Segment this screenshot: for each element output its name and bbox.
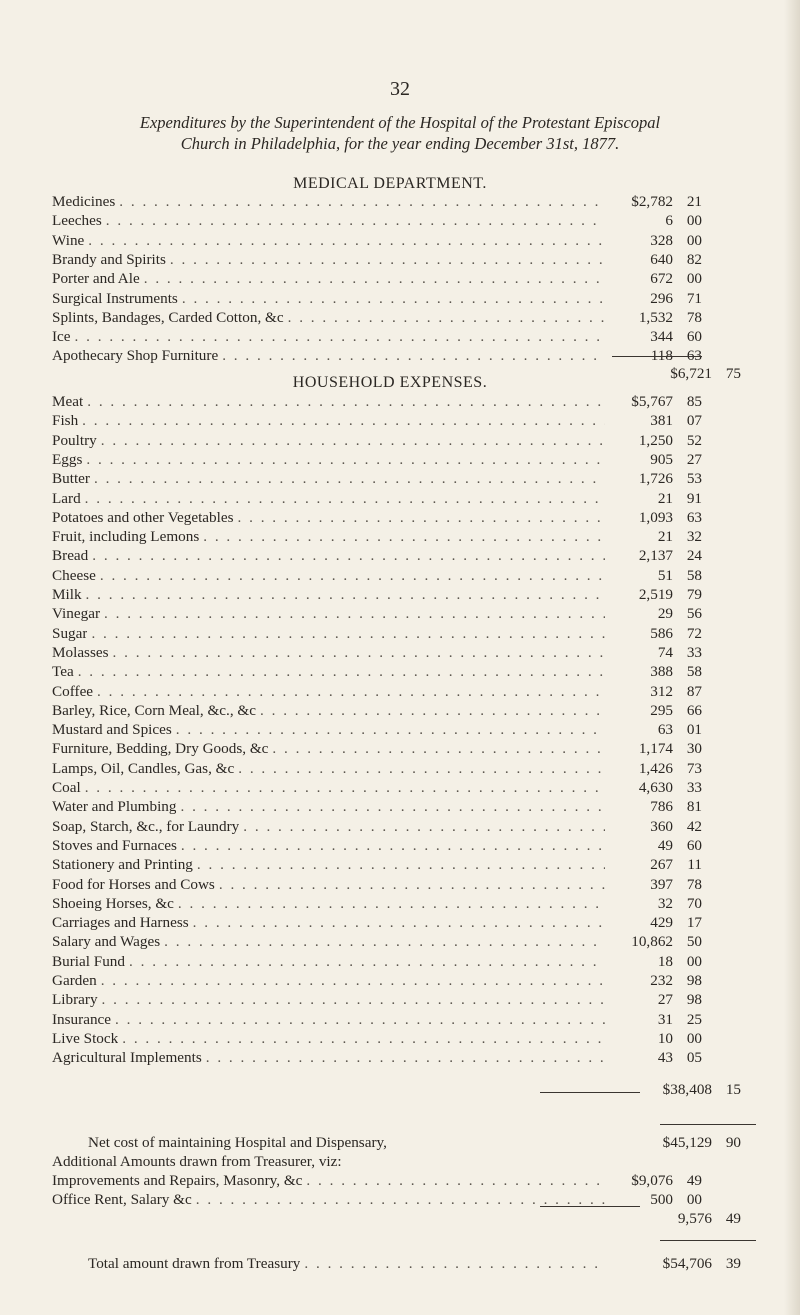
household-item-dollars: 31 (657, 1010, 673, 1028)
household-item-label: Insurance (52, 1010, 112, 1028)
leader-dots (180, 797, 605, 816)
medical-item-cents: 00 (686, 212, 702, 230)
household-total-dollars: $38,408 (662, 1081, 712, 1098)
medical-item-row (52, 192, 706, 211)
additional-item-cents: 00 (686, 1191, 702, 1209)
household-item-row (52, 469, 706, 488)
heading-line-2: Church in Philadelphia, for the year ending December 31st, 1877. (180, 134, 620, 153)
leader-dots (193, 913, 605, 932)
household-item-dollars: 43 (657, 1049, 673, 1067)
household-item-label: Garden (52, 972, 97, 989)
leader-dots (243, 817, 605, 836)
household-total-rule (540, 1092, 640, 1093)
leader-dots (206, 1048, 605, 1067)
household-item-cents: 73 (686, 759, 702, 777)
household-item-row (52, 701, 706, 720)
leader-dots (88, 231, 605, 250)
leader-dots (85, 778, 605, 797)
net-cost-top-rule (660, 1124, 756, 1125)
leader-dots (87, 392, 605, 411)
household-item-cents: 66 (686, 701, 702, 719)
medical-item-row (52, 308, 706, 327)
medical-item-label: Medicines (52, 193, 116, 210)
household-item-label: Agricultural Implements (52, 1049, 202, 1067)
household-item-label: Meat (52, 393, 84, 410)
leader-dots (260, 701, 605, 720)
household-item-row (52, 643, 706, 662)
household-item-label: Food for Horses and Cows (52, 875, 215, 893)
medical-item-row (52, 250, 706, 269)
household-item-row (52, 875, 706, 894)
household-item-cents: 07 (686, 412, 702, 430)
household-item-row (52, 720, 706, 739)
medical-item-dollars: 672 (650, 270, 673, 288)
household-item-label: Poultry (52, 431, 97, 449)
household-item-dollars: 32 (657, 894, 673, 912)
household-item-cents: 81 (686, 798, 702, 816)
medical-item-dollars: $2,782 (631, 193, 673, 210)
household-item-cents: 56 (686, 605, 702, 623)
leader-dots (222, 346, 605, 365)
grand-total-cents: 39 (725, 1255, 741, 1272)
medical-item-label: Wine (52, 231, 85, 249)
household-item-label: Furniture, Bedding, Dry Goods, &c (52, 740, 269, 758)
household-item-dollars: $5,767 (631, 393, 673, 410)
household-item-dollars: 49 (657, 836, 673, 854)
household-item-cents: 85 (686, 393, 702, 410)
medical-item-row (52, 269, 706, 288)
household-item-dollars: 51 (657, 566, 673, 584)
leader-dots (304, 1254, 604, 1273)
leader-dots (75, 327, 605, 346)
leader-dots (122, 1029, 605, 1048)
grand-total-dollars: $54,706 (662, 1255, 712, 1272)
household-item-row (52, 1010, 706, 1029)
household-item-label: Library (52, 991, 98, 1009)
grand-total-label: Total amount drawn from Treasury (88, 1255, 301, 1272)
leader-dots (86, 585, 605, 604)
household-item-dollars: 360 (650, 817, 673, 835)
household-item-cents: 33 (686, 643, 702, 661)
household-item-cents: 01 (686, 721, 702, 739)
leader-dots (219, 875, 605, 894)
leader-dots (288, 308, 605, 327)
leader-dots (104, 604, 605, 623)
household-item-row (52, 894, 706, 913)
household-item-dollars: 312 (650, 682, 673, 700)
leader-dots (129, 952, 605, 971)
household-item-dollars: 27 (657, 991, 673, 1009)
household-item-row (52, 952, 706, 971)
additional-item-dollars: 500 (650, 1191, 673, 1209)
medical-item-cents: 21 (686, 193, 702, 210)
household-item-row (52, 836, 706, 855)
household-item-cents: 87 (686, 682, 702, 700)
household-item-row (52, 778, 706, 797)
medical-total-rule (612, 356, 702, 357)
leader-dots (115, 1010, 605, 1029)
leader-dots (197, 855, 605, 874)
grand-total (642, 1254, 741, 1273)
household-item-dollars: 388 (650, 663, 673, 681)
household-item-cents: 72 (686, 624, 702, 642)
household-item-label: Salary and Wages (52, 933, 161, 951)
medical-item-row (52, 289, 706, 308)
household-item-row (52, 604, 706, 623)
medical-item-dollars: 344 (650, 328, 673, 346)
household-item-label: Burial Fund (52, 952, 125, 970)
medical-item-dollars: 118 (650, 347, 673, 365)
household-item-cents: 58 (686, 663, 702, 681)
leader-dots (306, 1171, 605, 1190)
additional-total-dollars: 9,576 (677, 1210, 712, 1227)
household-item-cents: 78 (686, 875, 702, 893)
medical-section-title: MEDICAL DEPARTMENT. (293, 175, 487, 192)
household-item-row (52, 1048, 706, 1067)
leader-dots (92, 546, 605, 565)
household-item-row (52, 527, 706, 546)
household-item-dollars: 232 (650, 972, 673, 989)
household-item-cents: 79 (686, 586, 702, 603)
household-item-cents: 05 (686, 1049, 702, 1067)
household-item-dollars: 429 (650, 914, 673, 932)
household-item-dollars: 18 (657, 952, 673, 970)
household-item-dollars: 786 (650, 798, 673, 816)
net-cost-cents: 90 (725, 1134, 741, 1151)
leader-dots (272, 739, 605, 758)
household-item-row (52, 759, 706, 778)
additional-total (642, 1209, 741, 1228)
household-item-row (52, 682, 706, 701)
medical-item-label: Leeches (52, 212, 102, 230)
medical-item-dollars: 296 (650, 289, 673, 307)
household-item-label: Fruit, including Lemons (52, 528, 200, 546)
household-item-label: Cheese (52, 566, 96, 584)
household-item-label: Bread (52, 547, 89, 565)
medical-item-row (52, 211, 706, 230)
medical-item-row (52, 231, 706, 250)
household-item-row (52, 566, 706, 585)
household-item-cents: 52 (686, 431, 702, 449)
heading-line-1: Expenditures by the Superintendent of the Hospital of the Protestant Episcopal (139, 113, 661, 132)
leader-dots (238, 759, 605, 778)
net-cost-label: Net cost of maintaining Hospital and Dispensary, (88, 1134, 387, 1151)
medical-item-cents: 63 (686, 347, 702, 365)
leader-dots (97, 682, 605, 701)
leader-dots (101, 431, 605, 450)
household-item-row (52, 739, 706, 758)
household-item-label: Soap, Starch, &c., for Laundry (52, 817, 240, 835)
household-item-row (52, 411, 706, 430)
household-section-title: HOUSEHOLD EXPENSES. (292, 374, 488, 391)
net-cost-total (642, 1133, 741, 1152)
medical-item-label: Splints, Bandages, Carded Cotton, &c (52, 308, 284, 326)
medical-item-label: Surgical Instruments (52, 289, 178, 307)
leader-dots (176, 720, 605, 739)
medical-item-dollars: 640 (650, 250, 673, 268)
household-item-label: Stationery and Printing (52, 856, 193, 874)
household-item-cents: 50 (686, 933, 702, 951)
household-item-cents: 00 (686, 952, 702, 970)
household-item-cents: 98 (686, 991, 702, 1009)
household-item-label: Carriages and Harness (52, 914, 189, 932)
leader-dots (119, 192, 605, 211)
additional-item-cents: 49 (686, 1172, 702, 1189)
household-item-cents: 58 (686, 566, 702, 584)
household-item-label: Coal (52, 779, 81, 796)
household-item-cents: 00 (686, 1029, 702, 1047)
household-item-dollars: 586 (650, 624, 673, 642)
household-item-row (52, 450, 706, 469)
leader-dots (78, 662, 605, 681)
medical-item-cents: 00 (686, 270, 702, 288)
household-item-dollars: 905 (650, 450, 673, 468)
household-item-dollars: 74 (657, 643, 673, 661)
leader-dots (100, 566, 605, 585)
household-item-row (52, 855, 706, 874)
household-item-cents: 60 (686, 836, 702, 854)
household-item-dollars: 1,426 (638, 759, 673, 777)
additional-total-cents: 49 (725, 1210, 741, 1227)
household-item-row (52, 971, 706, 990)
household-item-cents: 11 (687, 856, 702, 874)
medical-item-label: Porter and Ale (52, 270, 140, 288)
household-item-cents: 27 (686, 450, 702, 468)
household-item-row (52, 624, 706, 643)
household-item-cents: 24 (686, 547, 702, 565)
leader-dots (238, 508, 606, 527)
household-item-label: Butter (52, 470, 90, 488)
additional-amounts-label: Additional Amounts drawn from Treasurer, viz: (52, 1153, 342, 1170)
household-item-dollars: 63 (657, 721, 673, 739)
household-item-label: Live Stock (52, 1029, 119, 1047)
leader-dots (203, 527, 605, 546)
household-item-label: Coffee (52, 682, 94, 700)
household-item-dollars: 4,630 (638, 779, 673, 796)
household-item-label: Lamps, Oil, Candles, Gas, &c (52, 759, 235, 777)
household-item-cents: 33 (686, 779, 702, 796)
household-total-cents: 15 (725, 1081, 741, 1098)
household-item-dollars: 1,726 (638, 470, 673, 488)
medical-total-cents: 75 (725, 365, 741, 382)
additional-item-dollars: $9,076 (631, 1172, 673, 1189)
medical-item-cents: 82 (686, 250, 702, 268)
page-number: 32 (390, 78, 410, 100)
household-item-label: Water and Plumbing (52, 798, 177, 816)
household-item-cents: 91 (686, 489, 702, 507)
leader-dots (82, 411, 605, 430)
household-item-dollars: 381 (650, 412, 673, 430)
additional-item-label: Improvements and Repairs, Masonry, &c (52, 1172, 303, 1189)
page-edge (784, 0, 800, 1315)
leader-dots (182, 289, 605, 308)
household-item-dollars: 1,093 (638, 508, 673, 526)
household-item-dollars: 397 (650, 875, 673, 893)
medical-item-dollars: 328 (650, 231, 673, 249)
household-item-row (52, 489, 706, 508)
household-item-cents: 53 (686, 470, 702, 488)
household-item-dollars: 267 (650, 856, 673, 874)
leader-dots (170, 250, 605, 269)
household-item-dollars: 21 (657, 528, 673, 546)
medical-item-row (52, 346, 706, 365)
additional-amounts-row (52, 1152, 760, 1171)
medical-item-cents: 78 (686, 308, 702, 326)
medical-item-cents: 00 (686, 231, 702, 249)
page-heading (48, 112, 752, 154)
household-item-row (52, 585, 706, 604)
household-item-row (52, 546, 706, 565)
household-item-dollars: 1,250 (638, 431, 673, 449)
household-item-row (52, 1029, 706, 1048)
household-item-row (52, 932, 706, 951)
household-item-row (52, 797, 706, 816)
additional-item-label: Office Rent, Salary &c (52, 1191, 192, 1209)
household-item-row (52, 431, 706, 450)
household-item-row (52, 392, 706, 411)
household-item-label: Tea (52, 663, 74, 681)
household-item-label: Shoeing Horses, &c (52, 894, 174, 912)
medical-item-cents: 71 (686, 289, 702, 307)
household-item-row (52, 662, 706, 681)
household-item-label: Potatoes and other Vegetables (52, 508, 234, 526)
household-item-row (52, 913, 706, 932)
household-item-label: Barley, Rice, Corn Meal, &c., &c (52, 701, 256, 719)
household-item-dollars: 1,174 (638, 740, 673, 758)
household-item-cents: 17 (686, 914, 702, 932)
leader-dots (101, 971, 605, 990)
leader-dots (106, 211, 605, 230)
household-item-label: Molasses (52, 643, 109, 661)
household-item-cents: 25 (686, 1010, 702, 1028)
household-item-label: Fish (52, 412, 79, 430)
medical-item-label: Apothecary Shop Furniture (52, 347, 219, 365)
household-item-dollars: 295 (650, 701, 673, 719)
leader-dots (164, 932, 605, 951)
medical-item-label: Ice (52, 328, 71, 346)
household-item-dollars: 2,519 (638, 586, 673, 603)
net-cost-row (88, 1133, 608, 1152)
household-item-cents: 63 (686, 508, 702, 526)
household-item-label: Eggs (52, 450, 83, 468)
household-item-label: Stoves and Furnaces (52, 836, 177, 854)
medical-item-label: Brandy and Spirits (52, 250, 166, 268)
household-item-cents: 30 (686, 740, 702, 758)
medical-item-row (52, 327, 706, 346)
medical-item-dollars: 1,532 (638, 308, 673, 326)
leader-dots (94, 469, 605, 488)
household-item-label: Lard (52, 489, 81, 507)
leader-dots (85, 489, 605, 508)
grand-total-top-rule (660, 1240, 756, 1241)
household-item-label: Sugar (52, 624, 88, 642)
leader-dots (102, 990, 605, 1009)
grand-total-row (88, 1254, 608, 1273)
household-item-label: Mustard and Spices (52, 721, 172, 739)
household-item-cents: 32 (686, 528, 702, 546)
household-item-cents: 42 (686, 817, 702, 835)
leader-dots (178, 894, 605, 913)
additional-item-row (52, 1171, 706, 1190)
household-item-label: Vinegar (52, 605, 101, 623)
household-item-dollars: 10,862 (631, 933, 673, 951)
household-item-row (52, 817, 706, 836)
leader-dots (113, 643, 605, 662)
household-item-row (52, 990, 706, 1009)
household-total (642, 1080, 741, 1099)
medical-item-dollars: 6 (665, 212, 673, 230)
leader-dots (144, 269, 605, 288)
household-item-cents: 70 (686, 894, 702, 912)
leader-dots (91, 624, 605, 643)
household-item-dollars: 2,137 (638, 547, 673, 565)
leader-dots (86, 450, 605, 469)
household-item-label: Milk (52, 586, 82, 603)
household-item-dollars: 10 (657, 1029, 673, 1047)
leader-dots (181, 836, 605, 855)
medical-item-cents: 60 (686, 328, 702, 346)
household-item-dollars: 21 (657, 489, 673, 507)
net-cost-dollars: $45,129 (662, 1134, 712, 1151)
medical-total-dollars: $6,721 (670, 365, 712, 382)
household-item-row (52, 508, 706, 527)
household-item-dollars: 29 (657, 605, 673, 623)
household-item-cents: 98 (686, 972, 702, 989)
additional-total-rule (540, 1206, 640, 1207)
